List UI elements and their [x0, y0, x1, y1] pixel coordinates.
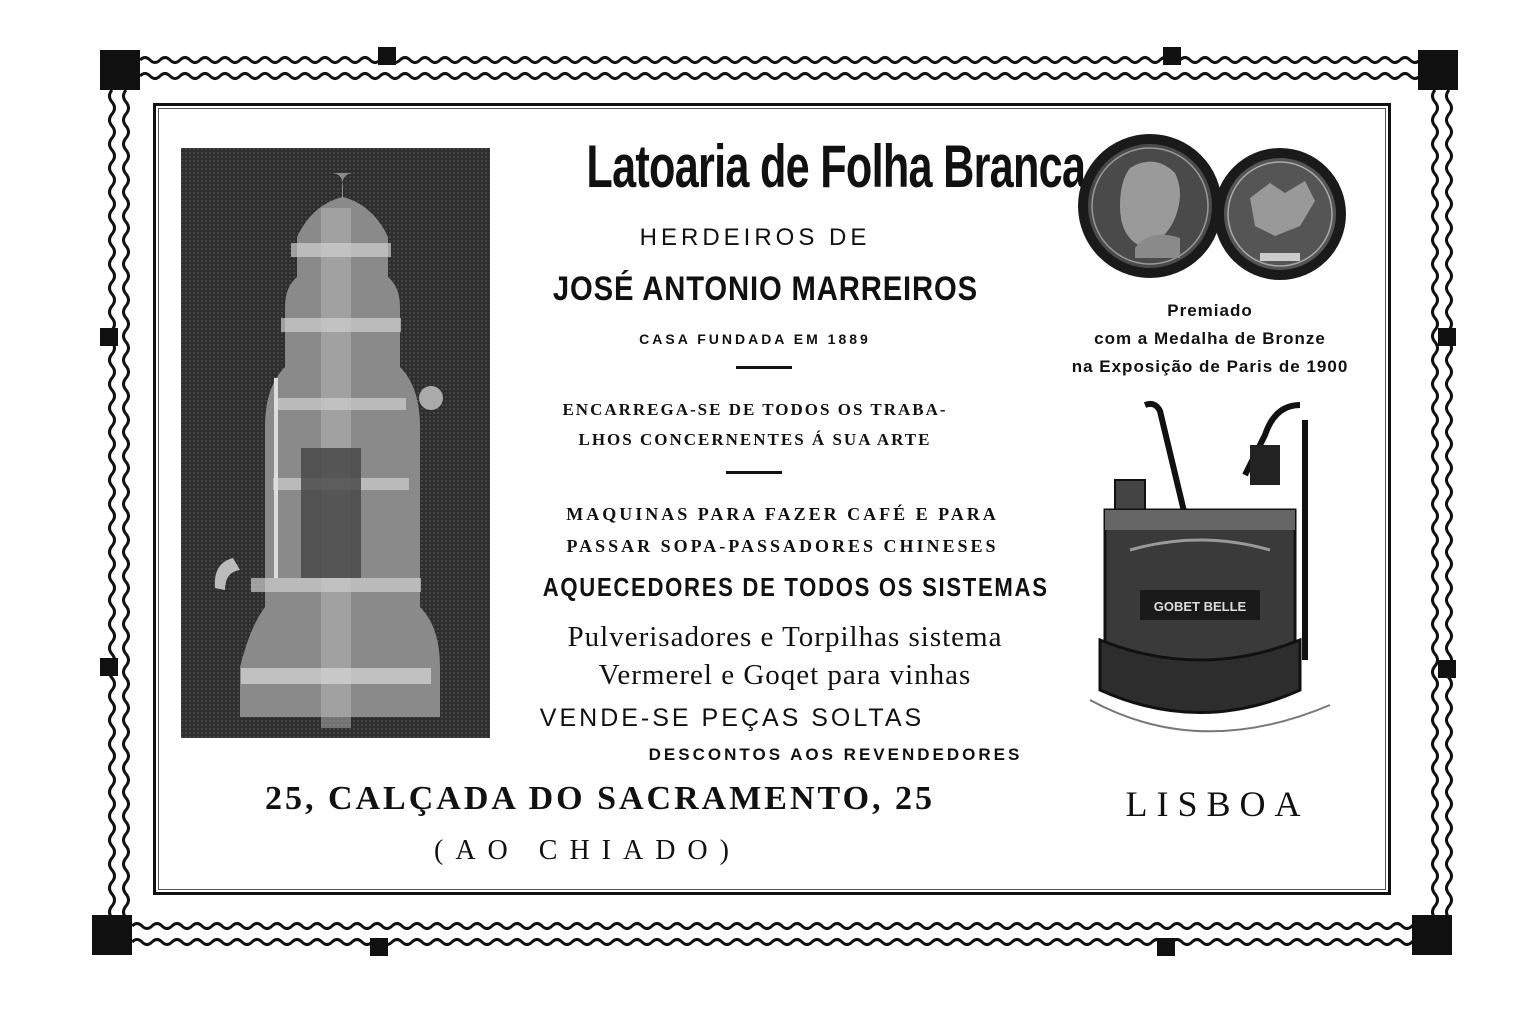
bronze-medals-illustration [1075, 128, 1350, 293]
divider-rule [736, 366, 792, 369]
border-corner-square [92, 915, 132, 955]
award-line: na Exposição de Paris de 1900 [1071, 357, 1349, 376]
services-line: LHOS CONCERNENTES Á SUA ARTE [578, 430, 932, 449]
product-photo [181, 148, 490, 738]
sprayers-line: Pulverisadores e Torpilhas sistema [567, 621, 1003, 653]
address-line: 25, CALÇADA DO SACRAMENTO, 25 [264, 780, 936, 817]
award-text [1045, 297, 1375, 381]
award-line: Premiado [1167, 301, 1253, 320]
district-line: (AO CHIADO) [434, 835, 741, 866]
sprayer-illustration [1080, 400, 1350, 760]
border-wave-right [1425, 90, 1459, 915]
coffee-machine-illustration [181, 148, 490, 738]
award-line: com a Medalha de Bronze [1094, 329, 1326, 348]
shop-title: Latoaria de Folha Branca [586, 133, 1086, 200]
city-line: LISBOA [1125, 784, 1310, 824]
divider-rule [726, 471, 782, 474]
services-line: ENCARREGA-SE DE TODOS OS TRABA- [562, 400, 948, 419]
sprayer-label: GOBET BELLE [1153, 599, 1247, 614]
coffee-line: PASSAR SOPA-PASSADORES CHINESES [566, 536, 999, 556]
coffee-machines-text [505, 498, 1060, 562]
services-text [500, 395, 1010, 455]
spare-parts-line: VENDE-SE PEÇAS SOLTAS [539, 704, 925, 732]
border-wave-left [102, 90, 136, 915]
sprayers-text [505, 618, 1065, 694]
border-corner-square [100, 50, 140, 90]
border-wave-bottom [132, 918, 1412, 952]
heaters-line: AQUECEDORES DE TODOS OS SISTEMAS [542, 572, 1049, 602]
founded-line: CASA FUNDADA EM 1889 [639, 331, 871, 347]
discounts-line: DESCONTOS AOS REVENDEDORES [648, 745, 1023, 764]
sprayers-line: Vermerel e Goqet para vinhas [598, 659, 972, 691]
border-wave-top [140, 52, 1418, 86]
border-corner-square [1412, 915, 1452, 955]
owner-name: JOSÉ ANTONIO MARREIROS [552, 270, 978, 308]
heirs-line: HERDEIROS DE [639, 224, 871, 251]
border-corner-square [1418, 50, 1458, 90]
coffee-line: MAQUINAS PARA FAZER CAFÉ E PARA [566, 504, 999, 524]
